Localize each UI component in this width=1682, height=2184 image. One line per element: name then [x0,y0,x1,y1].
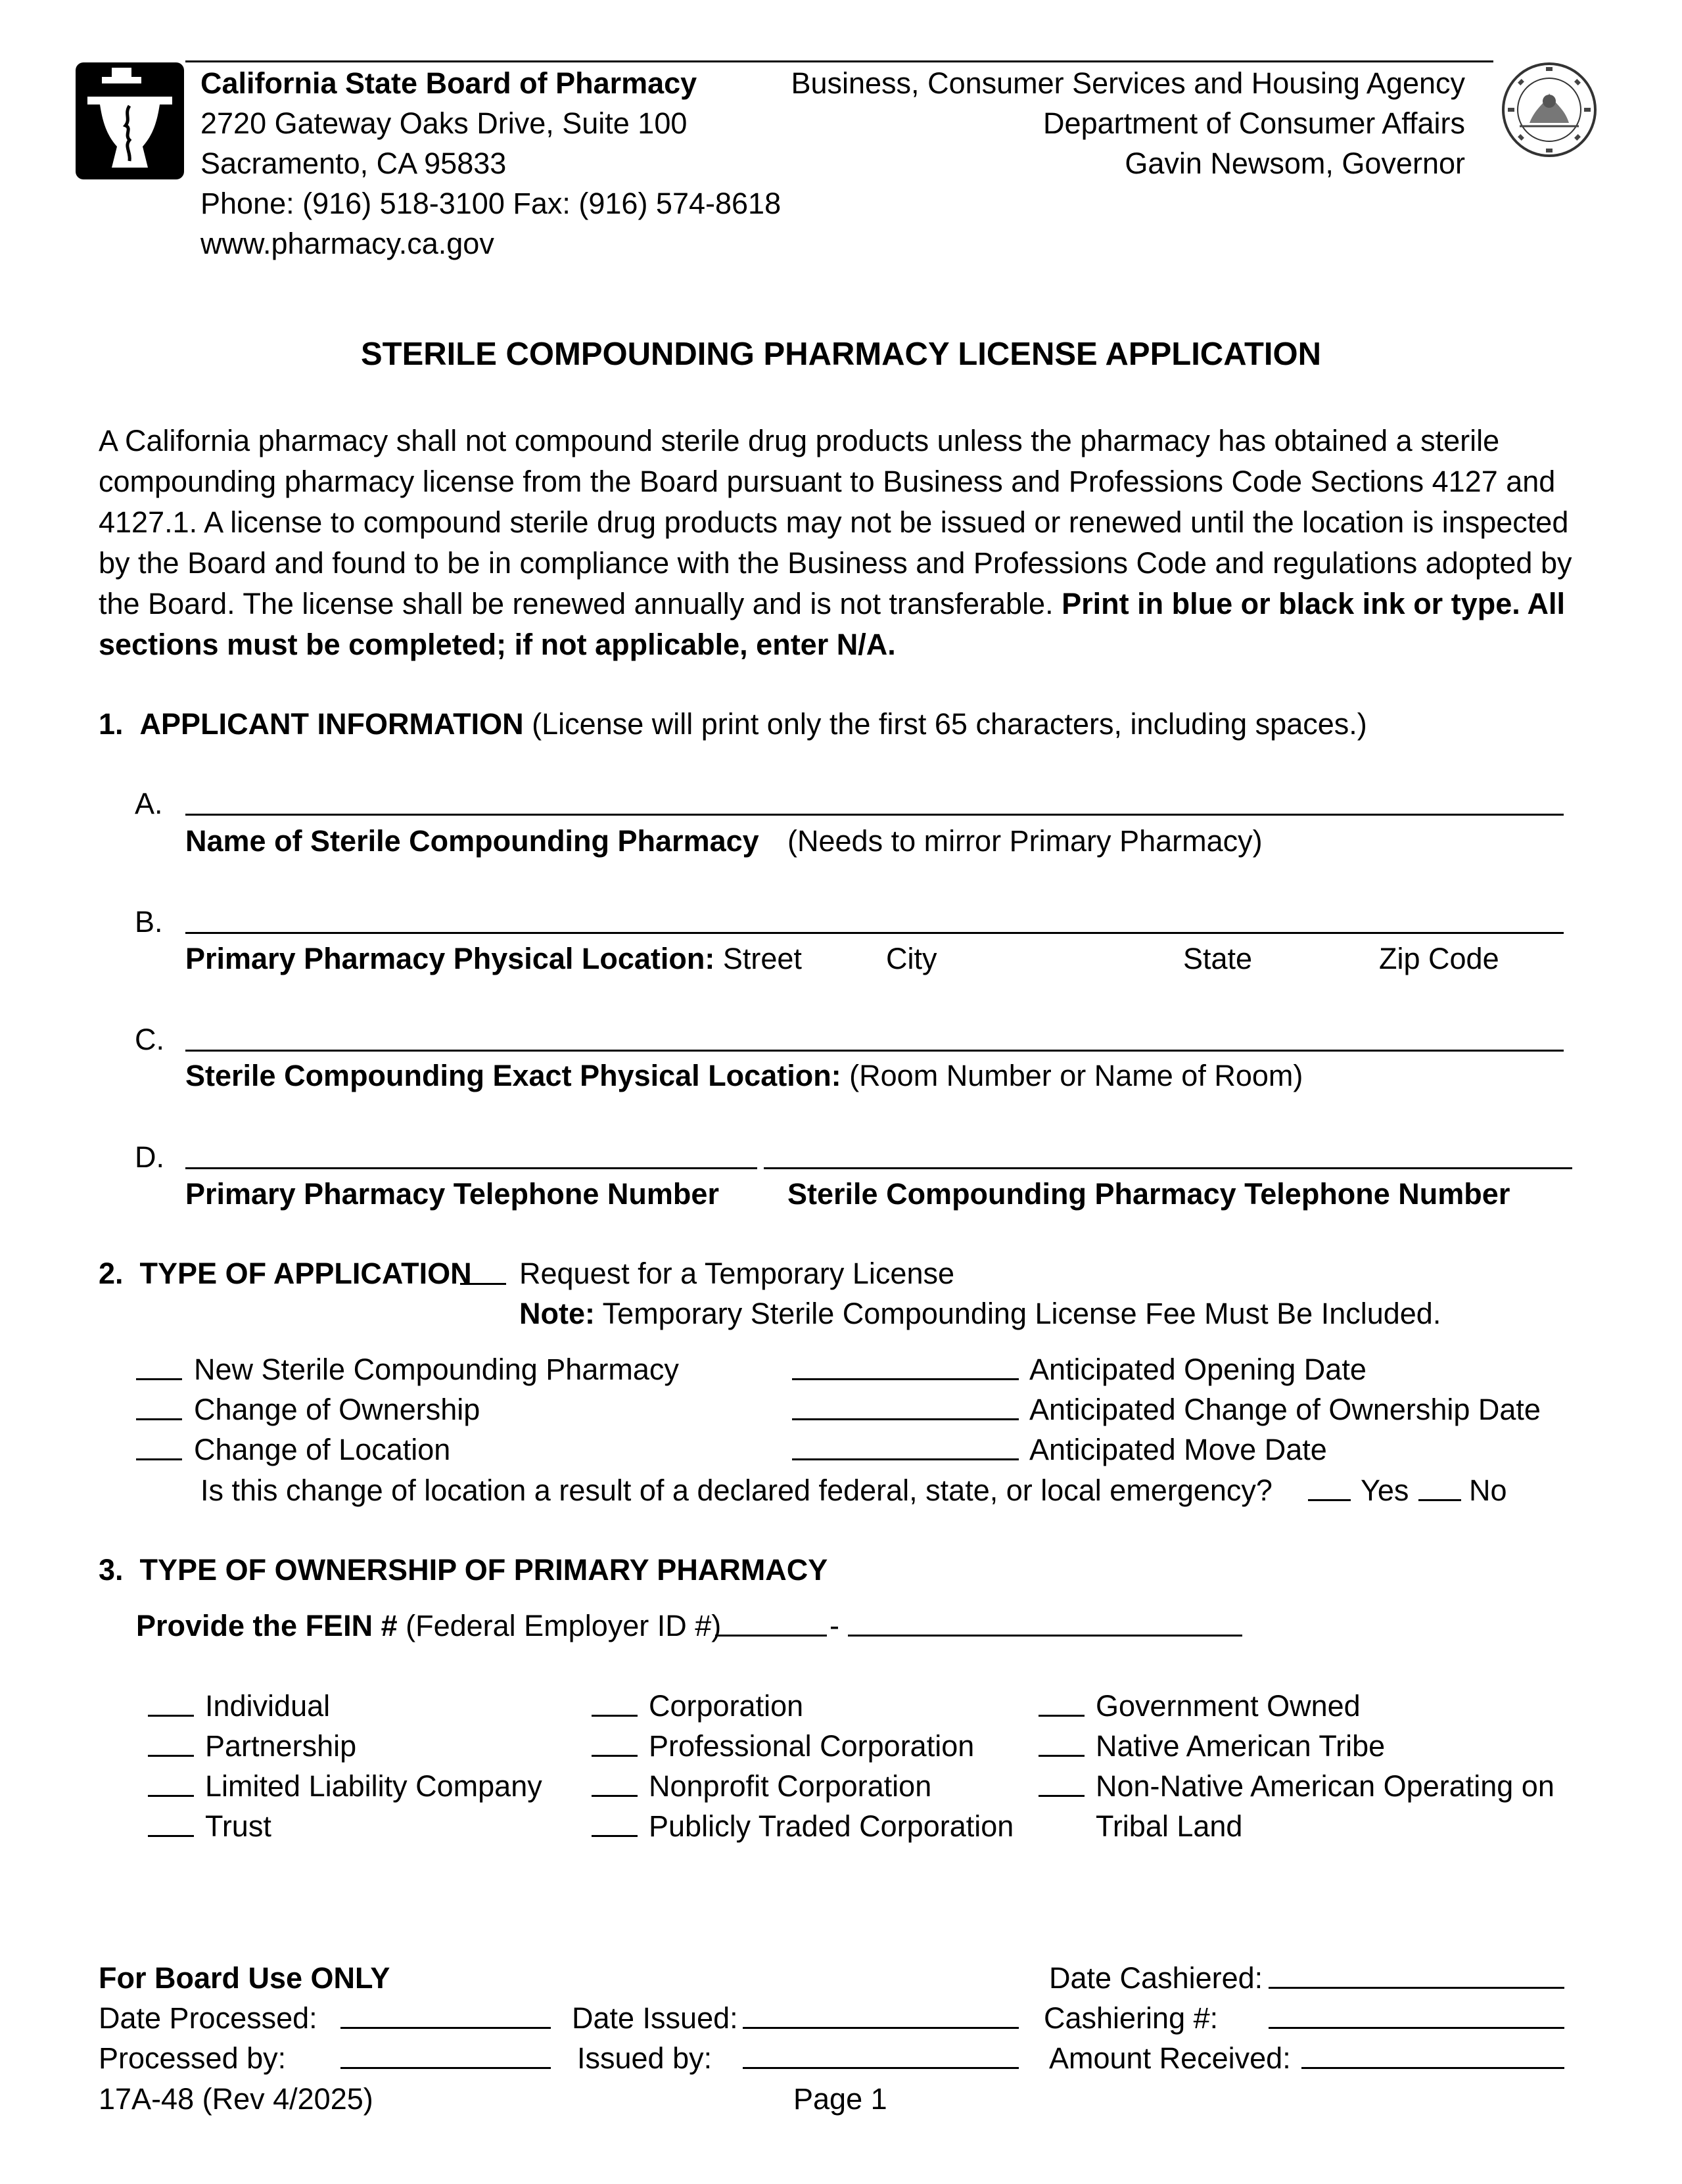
section1-heading: 1. APPLICANT INFORMATION (License will print only the first 65 characters, including spaces.) [99,707,1367,741]
amount-received-label: Amount Received: [1049,2041,1291,2075]
fein-suffix-field[interactable] [848,1635,1242,1637]
partnership-checkbox[interactable] [148,1755,194,1757]
change-location-checkbox[interactable] [136,1458,182,1460]
agency-name: Business, Consumer Services and Housing Agency [791,66,1465,100]
emergency-yes-checkbox[interactable] [1308,1499,1351,1501]
non-native-checkbox[interactable] [1039,1795,1085,1797]
board-logo [76,62,184,179]
department-name: Department of Consumer Affairs [1043,106,1465,140]
professional-corp-checkbox[interactable] [592,1755,638,1757]
item-a-letter: A. [135,787,163,820]
city-label: City [886,942,937,975]
nonprofit-corp-checkbox[interactable] [592,1795,638,1797]
government-checkbox[interactable] [1039,1715,1085,1717]
address-line-1: 2720 Gateway Oaks Drive, Suite 100 [200,106,688,140]
trust-checkbox[interactable] [148,1835,194,1837]
ownership-option-label: Limited Liability Company [205,1769,542,1803]
compounding-location-label: Sterile Compounding Exact Physical Location: (Room Number or Name of Room) [185,1059,1303,1092]
page-number: Page 1 [793,2082,887,2116]
governor-name: Gavin Newsom, Governor [1125,147,1465,180]
corporation-checkbox[interactable] [592,1715,638,1717]
primary-location-field[interactable] [185,932,1564,934]
org-name: California State Board of Pharmacy [200,66,697,100]
issued-by-label: Issued by: [577,2041,713,2075]
cashiering-number-field[interactable] [1269,2027,1564,2029]
opening-date-field[interactable] [792,1378,1019,1380]
native-tribe-checkbox[interactable] [1039,1755,1085,1757]
change-location-label: Change of Location [194,1433,451,1466]
processed-by-label: Processed by: [99,2041,287,2075]
date-cashiered-field[interactable] [1269,1987,1564,1989]
date-cashiered-label: Date Cashiered: [1049,1961,1263,1995]
website-link[interactable]: www.pharmacy.ca.gov [200,227,494,260]
pharmacy-name-label: Name of Sterile Compounding Pharmacy [185,824,759,858]
state-label: State [1183,942,1253,975]
move-date-label: Anticipated Move Date [1029,1433,1327,1466]
issued-by-field[interactable] [743,2067,1019,2069]
section2-heading: 2. TYPE OF APPLICATION [99,1257,472,1290]
change-ownership-label: Change of Ownership [194,1393,480,1426]
compounding-phone-field[interactable] [764,1167,1572,1169]
move-date-field[interactable] [792,1458,1019,1460]
temporary-license-checkbox[interactable] [460,1283,506,1285]
compounding-phone-label: Sterile Compounding Pharmacy Telephone Number [787,1177,1510,1211]
form-number: 17A-48 (Rev 4/2025) [99,2082,373,2116]
item-d-letter: D. [135,1140,164,1174]
ownership-date-field[interactable] [792,1418,1019,1420]
primary-location-label: Primary Pharmacy Physical Location: Street [185,942,802,975]
temporary-license-note: Note: Temporary Sterile Compounding License Fee Must Be Included. [519,1297,1441,1330]
primary-phone-label: Primary Pharmacy Telephone Number [185,1177,719,1211]
ownership-option-label: Tribal Land [1096,1809,1243,1843]
date-issued-label: Date Issued: [572,2001,738,2035]
intro-text: A California pharmacy shall not compound sterile drug products unless the pharmacy has obtained a sterile compounding pharmacy license from the Board pursuant to Business and Professions Code Sections 4127 and 4127.1. A license to compound sterile drug products may not be issued or renewed until the location is inspected by the Board and found to be in compliance with the Business and Professions Code and regulations adopted by the Board. The license shall be renewed annually and is not transferable. [99,424,1572,620]
emergency-no-label: No [1469,1474,1507,1507]
emergency-question: Is this change of location a result of a declared federal, state, or local emergency? [200,1474,1273,1507]
pharmacy-name-note: (Needs to mirror Primary Pharmacy) [787,824,1263,858]
zip-label: Zip Code [1379,942,1499,975]
date-issued-field[interactable] [743,2027,1019,2029]
section3-heading: 3. TYPE OF OWNERSHIP OF PRIMARY PHARMACY [99,1553,828,1587]
processed-by-field[interactable] [340,2067,551,2069]
new-pharmacy-label: New Sterile Compounding Pharmacy [194,1353,679,1386]
ownership-option-label: Native American Tribe [1096,1729,1386,1763]
llc-checkbox[interactable] [148,1795,194,1797]
ownership-option-label: Non-Native American Operating on [1096,1769,1554,1803]
intro-bold-text: Print in blue or black ink or type. All sections must be completed; if not applicable, enter N/A. [99,587,1566,661]
state-seal-icon [1500,60,1599,159]
cashiering-number-label: Cashiering #: [1044,2001,1219,2035]
pharmacy-name-field[interactable] [185,814,1564,816]
page-title: STERILE COMPOUNDING PHARMACY LICENSE APPLICATION [360,337,1321,372]
temporary-license-label: Request for a Temporary License [519,1257,955,1290]
ownership-option-label: Partnership [205,1729,357,1763]
ownership-option-label: Nonprofit Corporation [649,1769,932,1803]
address-line-2: Sacramento, CA 95833 [200,147,507,180]
compounding-location-field[interactable] [185,1050,1564,1052]
public-corp-checkbox[interactable] [592,1835,638,1837]
ownership-option-label: Corporation [649,1689,804,1723]
intro-paragraph [99,421,1584,665]
board-use-heading: For Board Use ONLY [99,1961,390,1995]
ownership-option-label: Individual [205,1689,331,1723]
individual-checkbox[interactable] [148,1715,194,1717]
ownership-option-label: Publicly Traded Corporation [649,1809,1014,1843]
change-ownership-checkbox[interactable] [136,1418,182,1420]
ownership-option-label: Professional Corporation [649,1729,975,1763]
primary-phone-field[interactable] [185,1167,757,1169]
emergency-yes-label: Yes [1361,1474,1409,1507]
opening-date-label: Anticipated Opening Date [1029,1353,1367,1386]
date-processed-field[interactable] [340,2027,551,2029]
header-rule [185,60,1493,62]
emergency-no-checkbox[interactable] [1418,1499,1461,1501]
phone-fax: Phone: (916) 518-3100 Fax: (916) 574-8618 [200,187,782,220]
amount-received-field[interactable] [1301,2067,1564,2069]
fein-dash: - [829,1609,839,1642]
fein-prefix-field[interactable] [715,1635,827,1637]
date-processed-label: Date Processed: [99,2001,317,2035]
ownership-option-label: Trust [205,1809,271,1843]
ownership-date-label: Anticipated Change of Ownership Date [1029,1393,1541,1426]
ownership-option-label: Government Owned [1096,1689,1361,1723]
new-pharmacy-checkbox[interactable] [136,1378,182,1380]
item-c-letter: C. [135,1023,164,1056]
fein-label: Provide the FEIN # (Federal Employer ID #) [136,1609,722,1642]
item-b-letter: B. [135,905,163,939]
